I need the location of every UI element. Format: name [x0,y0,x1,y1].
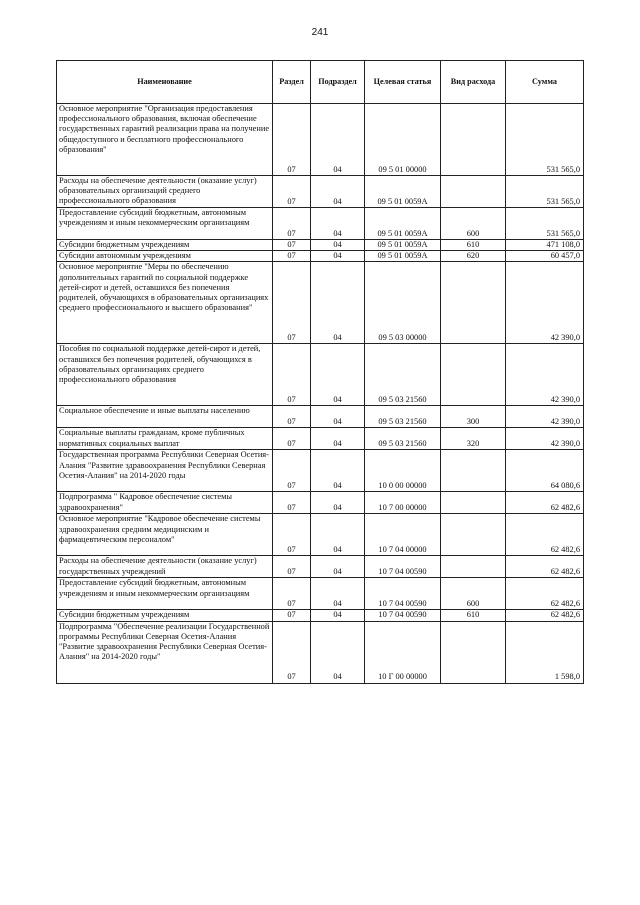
cell-expense-type [441,556,506,578]
cell-section: 07 [273,104,311,176]
cell-target-article: 09 5 03 21560 [365,344,441,406]
page-number: 241 [311,27,329,38]
cell-expense-type: 600 [441,208,506,240]
cell-subsection: 04 [311,610,365,621]
table-row [57,428,584,450]
cell-name: Расходы на обеспечение деятельности (оказание услуг) государственных учреждений [57,556,273,578]
table-row [57,176,584,208]
cell-amount: 62 482,6 [506,610,584,621]
cell-section: 07 [273,621,311,683]
budget-table [56,60,584,684]
cell-target-article: 10 7 04 00590 [365,610,441,621]
cell-expense-type: 600 [441,578,506,610]
cell-name: Социальное обеспечение и иные выплаты населению [57,406,273,428]
cell-section: 07 [273,262,311,344]
table-row [57,578,584,610]
cell-target-article: 10 7 04 00590 [365,578,441,610]
cell-amount: 531 565,0 [506,104,584,176]
cell-amount: 471 108,0 [506,240,584,251]
table-row [57,240,584,251]
cell-subsection: 04 [311,104,365,176]
cell-section: 07 [273,450,311,492]
cell-target-article: 10 Г 00 00000 [365,621,441,683]
cell-expense-type: 300 [441,406,506,428]
table-row [57,251,584,262]
cell-target-article: 09 5 03 21560 [365,428,441,450]
cell-subsection: 04 [311,406,365,428]
cell-name: Субсидии автономным учреждениям [57,251,273,262]
cell-expense-type [441,450,506,492]
table-row [57,492,584,514]
cell-target-article: 10 7 04 00000 [365,514,441,556]
cell-subsection: 04 [311,492,365,514]
header-name: Наименование [57,61,273,104]
cell-amount: 42 390,0 [506,406,584,428]
cell-expense-type [441,176,506,208]
header-amount: Сумма [506,61,584,104]
cell-subsection: 04 [311,428,365,450]
cell-target-article: 09 5 01 0059А [365,208,441,240]
cell-target-article: 10 7 00 00000 [365,492,441,514]
cell-amount: 62 482,6 [506,556,584,578]
cell-section: 07 [273,492,311,514]
cell-name: Расходы на обеспечение деятельности (оказание услуг) образовательных организаций среднего профессионального образования [57,176,273,208]
cell-name: Подпрограмма " Кадровое обеспечение системы здравоохранения" [57,492,273,514]
cell-target-article: 10 0 00 00000 [365,450,441,492]
cell-section: 07 [273,556,311,578]
header-target-article: Целевая статья [365,61,441,104]
cell-name: Пособия по социальной поддержке детей-сирот и детей, оставшихся без попечения родителей, обучающихся в образовательных организациях среднего профессионального образования [57,344,273,406]
cell-amount: 60 457,0 [506,251,584,262]
cell-section: 07 [273,208,311,240]
cell-name: Субсидии бюджетным учреждениям [57,240,273,251]
cell-target-article: 10 7 04 00590 [365,556,441,578]
header-subsection: Подраздел [311,61,365,104]
cell-expense-type: 610 [441,240,506,251]
cell-section: 07 [273,578,311,610]
cell-amount: 531 565,0 [506,208,584,240]
cell-expense-type [441,104,506,176]
cell-amount: 64 080,6 [506,450,584,492]
cell-section: 07 [273,406,311,428]
cell-subsection: 04 [311,578,365,610]
cell-amount: 62 482,6 [506,514,584,556]
cell-subsection: 04 [311,176,365,208]
cell-expense-type [441,621,506,683]
cell-section: 07 [273,240,311,251]
cell-amount: 1 598,0 [506,621,584,683]
cell-name: Субсидии бюджетным учреждениям [57,610,273,621]
cell-name: Основное мероприятие "Меры по обеспечению дополнительных гарантий по социальной поддержке детей-сирот и детей, оставшихся без попечения родителей, обучающихся в образовательных организациях среднего профессионального и высшего образования" [57,262,273,344]
cell-amount: 42 390,0 [506,262,584,344]
cell-amount: 62 482,6 [506,578,584,610]
cell-subsection: 04 [311,240,365,251]
cell-name: Основное мероприятие "Кадровое обеспечение системы здравоохранения средним медицинским и фармацевтическим персоналом" [57,514,273,556]
cell-subsection: 04 [311,514,365,556]
cell-expense-type [441,492,506,514]
cell-section: 07 [273,610,311,621]
cell-expense-type [441,344,506,406]
cell-amount: 531 565,0 [506,176,584,208]
cell-section: 07 [273,514,311,556]
cell-section: 07 [273,344,311,406]
header-section: Раздел [273,61,311,104]
cell-name: Предоставление субсидий бюджетным, автономным учреждениям и иным некоммерческим организациям [57,578,273,610]
cell-subsection: 04 [311,621,365,683]
cell-expense-type [441,262,506,344]
cell-name: Социальные выплаты гражданам, кроме публичных нормативных социальных выплат [57,428,273,450]
cell-name: Основное мероприятие "Организация предоставления профессионального образования, включая обеспечение государственных гарантий реализации права на получение общедоступного и бесплатного профессионального образования" [57,104,273,176]
cell-expense-type [441,514,506,556]
cell-subsection: 04 [311,262,365,344]
cell-subsection: 04 [311,251,365,262]
cell-amount: 42 390,0 [506,428,584,450]
cell-target-article: 09 5 01 0059А [365,251,441,262]
cell-section: 07 [273,428,311,450]
table-row [57,556,584,578]
cell-expense-type: 620 [441,251,506,262]
cell-target-article: 09 5 03 00000 [365,262,441,344]
cell-amount: 42 390,0 [506,344,584,406]
cell-section: 07 [273,176,311,208]
table-row [57,610,584,621]
cell-subsection: 04 [311,344,365,406]
cell-name: Подпрограмма "Обеспечение реализации Государственной программы Республики Северная Осетия-Алания "Развитие здравоохранения Республики Северная Осетия-Алания" на 2014-2020 годы" [57,621,273,683]
cell-target-article: 09 5 01 0059А [365,240,441,251]
cell-subsection: 04 [311,556,365,578]
table-row [57,514,584,556]
table-row [57,344,584,406]
cell-subsection: 04 [311,208,365,240]
cell-name: Государственная программа Республики Северная Осетия-Алания "Развитие здравоохранения Республики Северная Осетия-Алания" на 2014-2020 годы [57,450,273,492]
table-row [57,406,584,428]
cell-target-article: 09 5 01 0059А [365,176,441,208]
table-row [57,262,584,344]
cell-subsection: 04 [311,450,365,492]
table-row [57,621,584,683]
cell-amount: 62 482,6 [506,492,584,514]
cell-section: 07 [273,251,311,262]
table-row [57,104,584,176]
cell-expense-type: 320 [441,428,506,450]
cell-name: Предоставление субсидий бюджетным, автономным учреждениям и иным некоммерческим организациям [57,208,273,240]
cell-target-article: 09 5 01 00000 [365,104,441,176]
cell-target-article: 09 5 03 21560 [365,406,441,428]
cell-expense-type: 610 [441,610,506,621]
header-expense-type: Вид расхода [441,61,506,104]
table-row [57,208,584,240]
table-row [57,450,584,492]
table-header-row [57,61,584,104]
